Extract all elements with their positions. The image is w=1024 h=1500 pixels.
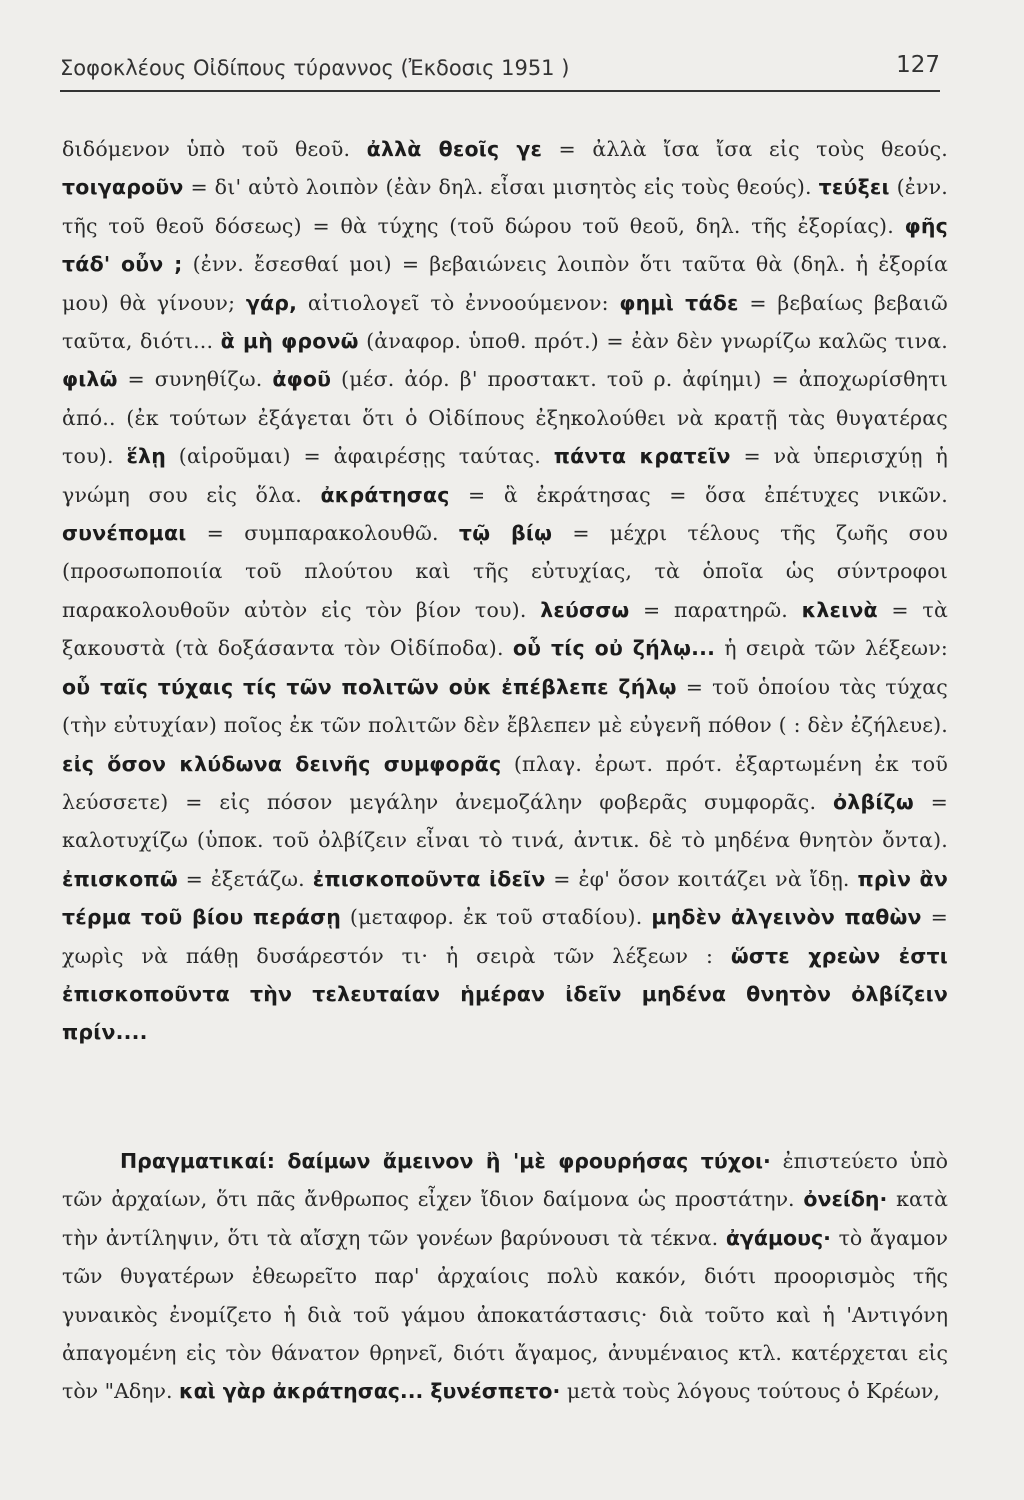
headword-term: ὥστε χρεὼν ἐστι ἐπισκοποῦντα τὴν τελευταίαν ἡμέραν ἰδεῖν μηδένα θνητὸν ὀλβίζειν πρίν.... [62,943,948,1045]
gloss-text: (μέσ. ἀόρ. β' προστακτ. τοῦ ρ. ἀφίημι) = ἀποχωρίσθητι ἀπό.. (ἐκ τούτων ἐξάγεται ὅτι ὁ Οἰδίπους ἐξηκολούθει νὰ κρατῇ τὰς θυγατέρας του). [62,367,948,469]
gloss-text: = δι' αὐτὸ λοιπὸν (ἐὰν δηλ. εἶσαι μισητὸς εἰς τοὺς θεούς). [183,175,819,200]
gloss-text: (ἐνν. ἔσεσθαί μοι) = βεβαιώνεις λοιπὸν ὅτι ταῦτα θὰ (δηλ. ἡ ἐξορία μου) θὰ γίνουν; [62,252,948,315]
headword-term: πρὶν ἂν τέρμα τοῦ βίου περάσῃ [62,866,948,930]
headword-term: κλεινὰ [801,597,878,622]
headword-term: Πραγματικαί: δαίμων ἄμεινον ἢ 'μὲ φρουρήσας τύχοι· [120,1149,771,1173]
gloss-text: = μέχρι τέλους τῆς ζωῆς σου (προσωποποιία τοῦ πλούτου καὶ τῆς εὐτυχίας, τὰ ὁποῖα ὡς σύντροφοι παρακολουθοῦν αὐτὸν εἰς τὸν βίον του). [62,521,949,622]
headword-term: ἀφοῦ [272,367,332,392]
gloss-text: = βεβαίως βεβαιῶ ταῦτα, διότι... [62,290,948,354]
notes-paragraph [62,1142,948,1411]
gloss-text: = παρατηρῶ. [629,597,802,622]
headword-term: οὗ ταῖς τύχαις τίς τῶν πολιτῶν οὐκ ἐπέβλεπε ζήλῳ [62,674,677,699]
gloss-text: (ἐνν. τῆς τοῦ θεοῦ δόσεως) = θὰ τύχης (τοῦ δώρου τοῦ θεοῦ, δηλ. τῆς ἐξορίας). [62,175,949,238]
gloss-text: = τοῦ ὁποίου τὰς τύχας (τὴν εὐτυχίαν) ποῖος ἐκ τῶν πολιτῶν δὲν ἔβλεπεν μὲ εὐγενῆ πόθον ( : δὲν ἐζήλευε). [62,674,948,738]
header-title: Σοφοκλέους Οἰδίπους τύραννος (Ἐκδοσις 1951 ) [60,56,570,80]
gloss-text: = τὰ ξακουστὰ (τὰ δοξάσαντα τὸν Οἰδίποδα). [62,597,948,661]
gloss-text: = ἃ ἐκράτησας = ὅσα ἐπέτυχες νικῶν. [449,482,948,507]
gloss-text: (ἀναφορ. ὑποθ. πρότ.) = ἐὰν δὲν γνωρίζω καλῶς τινα. [358,329,948,354]
page-number: 127 [896,52,940,78]
headword-term: μηδὲν ἀλγεινὸν παθὼν [651,905,922,930]
headword-term: οὗ τίς οὐ ζήλῳ... [512,636,716,661]
headword-term: ὀνείδη· [803,1187,888,1212]
headword-term: ἐπισκοπῶ [62,866,178,891]
headword-term: τοιγαροῦν [62,175,184,200]
headword-term: φιλῶ [62,367,118,392]
headword-term: τεύξει [818,175,890,200]
gloss-text: = ἐξετάζω. [177,866,313,891]
headword-term: εἰς ὅσον κλύδωνα δεινῆς συμφορᾶς [62,751,502,776]
glossary-paragraph [62,130,948,1052]
headword-term: ἃ μὴ φρονῶ [220,329,359,354]
headword-term: φημὶ τάδε [619,290,739,315]
gloss-text: τὸ ἄγαμον τῶν θυγατέρων ἐθεωρεῖτο παρ' ἀρχαίοις πολὺ κακόν, διότι προορισμὸς τῆς γυναικὸς ἐνομίζετο ἡ διὰ τοῦ γάμου ἀποκατάστασις· διὰ τοῦτο καὶ ἡ 'Αντιγόνη ἀπαγομένη εἰς τὸν θάνατον θρηνεῖ, διότι ἄγαμος, ἀνυμέναιος κτλ. κατέρχεται εἰς τὸν "Αδην. [62,1225,948,1404]
gloss-text: = ἀλλὰ ἴσα ἴσα εἰς τοὺς θεούς. [542,137,948,161]
headword-term: ὀλβίζω [832,789,914,814]
gloss-text: ἐπιστεύετο ὑπὸ τῶν ἀρχαίων, ὅτι πᾶς ἄνθρωπος εἶχεν ἴδιον δαίμονα ὡς προστάτην. [62,1149,949,1212]
headword-term: πάντα κρατεῖν [553,444,731,469]
gloss-text: = ἐφ' ὅσον κοιτάζει νὰ ἴδῃ. [545,866,858,891]
gloss-text: (πλαγ. ἐρωτ. πρότ. ἐξαρτωμένη ἐκ τοῦ λεύσσετε) = εἰς πόσον μεγάλην ἀνεμοζάλην φοβερᾶς συμφορᾶς. [62,751,948,814]
running-header [60,50,940,92]
gloss-text: = χωρὶς νὰ πάθῃ δυσάρεστόν τι· ἡ σειρὰ τῶν λέξεων : [62,905,948,968]
gloss-text: ἡ σειρὰ τῶν λέξεων: [715,636,948,661]
gloss-text: κατὰ τὴν ἀντίληψιν, ὅτι τὰ αἴσχη τῶν γονέων βαρύνουσι τὰ τέκνα. [62,1187,949,1250]
headword-term: ἀκράτησας [320,482,450,507]
gloss-text: μετὰ τοὺς λόγους τούτους ὁ Κρέων, [560,1379,940,1404]
gloss-text: = συνηθίζω. [117,367,273,392]
gloss-text: διδόμενον ὑπὸ τοῦ θεοῦ. [62,137,367,161]
headword-term: συνέπομαι [62,521,187,546]
gloss-text: (αἱροῦμαι) = ἀφαιρέσῃς ταύτας. [166,444,554,469]
headword-term: ἕλῃ [126,444,167,469]
headword-term: τῷ βίῳ [458,521,553,546]
headword-term: ἀγάμους· [725,1225,831,1250]
gloss-text: = καλοτυχίζω (ὑποκ. τοῦ ὀλβίζειν εἶναι τὸ τινά, ἀντικ. δὲ τὸ μηδένα θνητὸν ὄντα). [62,789,948,853]
headword-term: λεύσσω [540,597,630,622]
gloss-text: αἰτιολογεῖ τὸ ἐννοούμενον: [297,290,620,315]
headword-term: ἀλλὰ θεοῖς γε [366,137,543,161]
gloss-text: = νὰ ὑπερισχύῃ ἡ γνώμη σου εἰς ὅλα. [62,444,948,507]
headword-term: καὶ γὰρ ἀκράτησας... ξυνέσπετο· [179,1379,561,1404]
gloss-text: = συμπαρακολουθῶ. [186,521,459,546]
headword-term: φῆς τάδ' οὖν ; [62,213,948,277]
gloss-text: (μεταφορ. ἐκ τοῦ σταδίου). [341,905,652,930]
headword-term: γάρ, [245,290,298,315]
headword-term: ἐπισκοποῦντα ἰδεῖν [312,866,546,891]
